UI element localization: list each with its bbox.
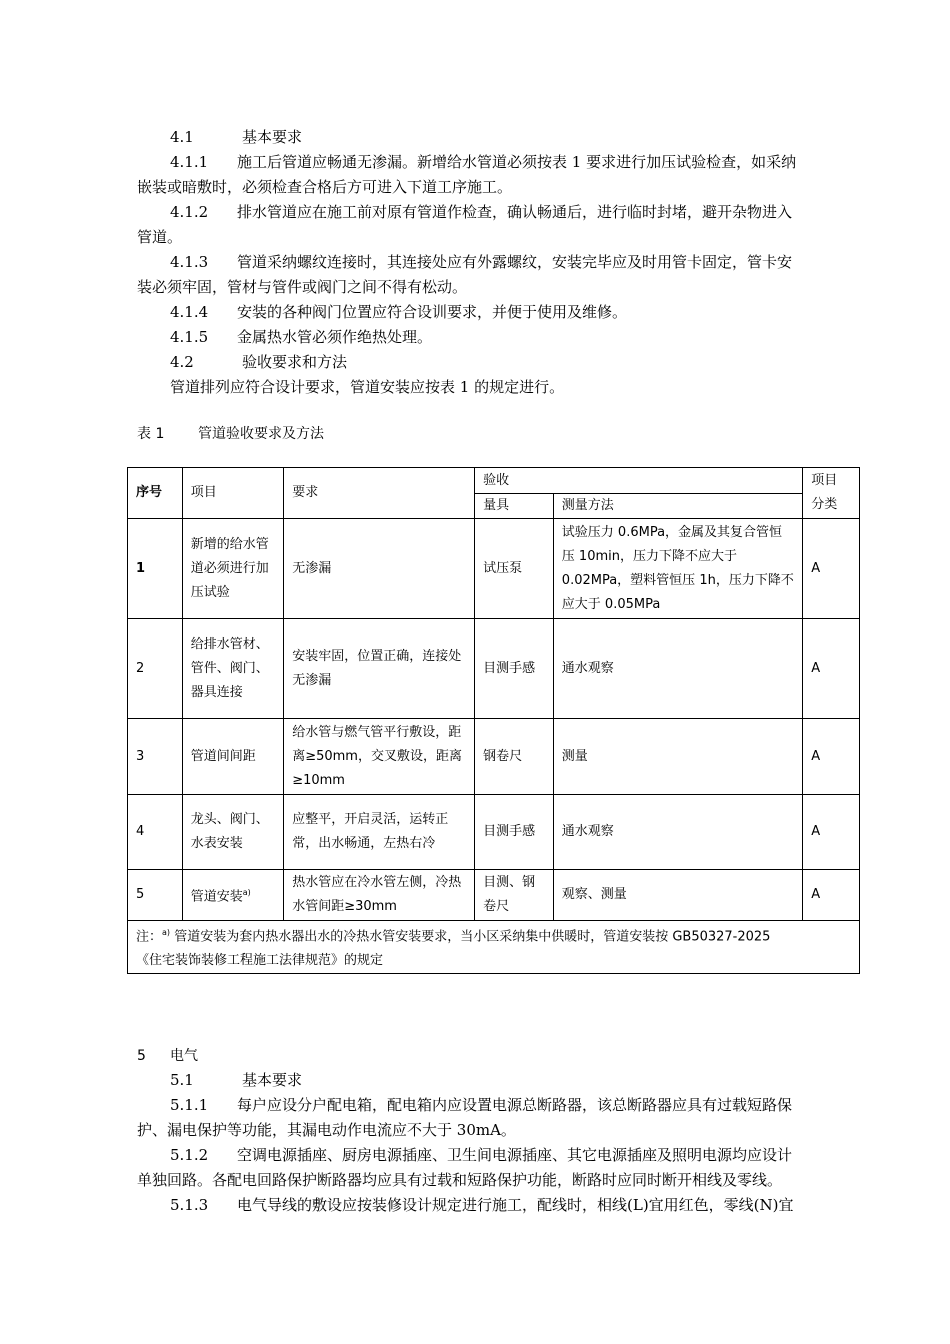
cell-requirement: 热水管应在冷水管左侧，冷热水管间距≥30mm [284,870,475,921]
header-tool: 量具 [475,494,554,519]
clause-4-1-5 [170,327,432,347]
header-method: 测量方法 [553,494,802,519]
clause-number: 4.1.2 [170,203,209,221]
cell-method: 观察、测量 [553,870,802,921]
cell-method: 通水观察 [553,619,802,719]
cell-item: 龙头、阀门、水表安装 [182,795,283,870]
cell-category: A [803,619,860,719]
clause-number: 4.1.4 [170,303,209,321]
cell-category: A [803,795,860,870]
header-item: 项目 [182,468,283,519]
header-category-line2: 分类 [811,497,838,512]
header-acceptance: 验收 [475,468,803,494]
clause-4-1-3-line2: 装必须牢固，管材与管件或阀门之间不得有松动。 [137,278,468,296]
cell-requirement: 安装牢固，位置正确，连接处无渗漏 [284,619,475,719]
clause-4-1-3-line1 [170,252,792,272]
clause-4-2 [170,352,347,372]
clause-text: 施工后管道应畅通无渗漏。新增给水管道必须按表 1 要求进行加压试验检查，如采纳 [237,153,797,171]
clause-text: 安装的各种阀门位置应符合设训要求，并便于使用及维修。 [237,303,628,321]
header-category [803,468,860,519]
footnote-marker: a) [242,887,251,897]
cell-seq: 5 [128,870,183,921]
clause-text: 每户应设分户配电箱，配电箱内应设置电源总断路器，该总断路器应具有过载短路保 [237,1096,793,1114]
clause-number: 5.1.3 [170,1196,209,1214]
clause-number: 5.1 [170,1071,194,1089]
clause-title: 验收要求和方法 [242,353,348,371]
clause-text: 空调电源插座、厨房电源插座、卫生间电源插座、其它电源插座及照明电源均应设计 [237,1146,793,1164]
clause-number: 4.1.1 [170,153,209,171]
table-row [128,795,860,870]
clause-number: 4.1 [170,128,194,146]
cell-method: 试验压力 0.6MPa，金属及其复合管恒压 10min，压力下降不应大于 0.02MPa，塑料管恒压 1h，压力下降不应大于 0.05MPa [553,519,802,619]
clause-5-1 [170,1070,302,1090]
clause-4-1-4 [170,302,627,322]
note-text: 管道安装为套内热水器出水的冷热水管安装要求，当小区采纳集中供暖时，管道安装按 GB50327-2025 [174,929,771,945]
table-row [128,519,860,619]
clause-4-2-text: 管道排列应符合设计要求，管道安装应按表 1 的规定进行。 [170,378,565,396]
clause-number: 4.2 [170,353,194,371]
cell-seq: 4 [128,795,183,870]
table-caption [137,424,324,444]
cell-category: A [803,719,860,795]
table-note-line1 [136,921,851,949]
clause-text: 金属热水管必须作绝热处理。 [237,328,433,346]
table-row [128,870,860,921]
clause-5-1-3-line1 [170,1195,794,1215]
clause-number: 5.1.2 [170,1146,209,1164]
header-seq: 序号 [128,468,183,519]
note-prefix: 注： [136,929,163,945]
cell-tool: 目测、钢卷尺 [475,870,554,921]
cell-method: 通水观察 [553,795,802,870]
cell-requirement: 应整平，开启灵活，运转正常，出水畅通，左热右冷 [284,795,475,870]
clause-5-1-1-line1 [170,1095,792,1115]
section-5-heading [137,1046,198,1066]
cell-item [182,870,283,921]
cell-requirement: 无渗漏 [284,519,475,619]
cell-seq: 2 [128,619,183,719]
cell-category: A [803,870,860,921]
clause-5-1-2-line2: 单独回路。各配电回路保护断路器均应具有过载和短路保护功能，断路时应同时断开相线及零线。 [137,1171,783,1189]
cell-item: 新增的给水管道必须进行加压试验 [182,519,283,619]
clause-text: 排水管道应在施工前对原有管道作检查，确认畅通后，进行临时封堵，避开杂物进入 [237,203,793,221]
cell-method: 测量 [553,719,802,795]
table-row [128,719,860,795]
table-row [128,619,860,719]
clause-4-1-1-line2: 嵌装或暗敷时，必须检查合格后方可进入下道工序施工。 [137,178,513,196]
cell-tool: 目测手感 [475,795,554,870]
section-title: 电气 [170,1048,198,1064]
cell-tool: 钢卷尺 [475,719,554,795]
clause-title: 基本要求 [242,128,303,146]
clause-4-1-2-line2: 管道。 [137,228,183,246]
footnote-marker: a) [162,928,171,937]
cell-category: A [803,519,860,619]
table-caption-title: 管道验收要求及方法 [198,426,324,442]
clause-4-1-1-line1 [170,152,856,172]
cell-tool: 试压泵 [475,519,554,619]
cell-tool: 目测手感 [475,619,554,719]
table-header-row [128,468,860,494]
clause-4-1 [170,127,302,147]
cell-item: 管道间间距 [182,719,283,795]
clause-5-1-1-line2: 护、漏电保护等功能，其漏电动作电流应不大于 30mA。 [137,1121,516,1139]
table-note-row [128,921,860,974]
clause-text: 管道采纳螺纹连接时，其连接处应有外露螺纹，安装完毕应及时用管卡固定，管卡安 [237,253,793,271]
clause-number: 5.1.1 [170,1096,209,1114]
acceptance-table [127,467,860,974]
header-category-line1: 项目 [811,473,838,488]
cell-seq: 3 [128,719,183,795]
header-requirement: 要求 [284,468,475,519]
cell-requirement: 给水管与燃气管平行敷设，距离≥50mm，交叉敷设，距离≥10mm [284,719,475,795]
clause-text: 电气导线的敷设应按装修设计规定进行施工，配线时，相线(L)宜用红色，零线(N)宜 [237,1196,794,1214]
table-caption-number: 表 1 [137,426,165,442]
table-note-line2: 《住宅装饰装修工程施工法律规范》的规定 [136,953,384,969]
clause-5-1-2-line1 [170,1145,792,1165]
cell-seq: 1 [128,519,183,619]
cell-item-text: 管道安装 [190,889,243,905]
clause-number: 4.1.3 [170,253,209,271]
clause-4-1-2-line1 [170,202,792,222]
section-number: 5 [137,1048,146,1064]
cell-item: 给排水管材、管件、阀门、器具连接 [182,619,283,719]
table-note [128,921,860,974]
clause-number: 4.1.5 [170,328,209,346]
clause-title: 基本要求 [242,1071,303,1089]
